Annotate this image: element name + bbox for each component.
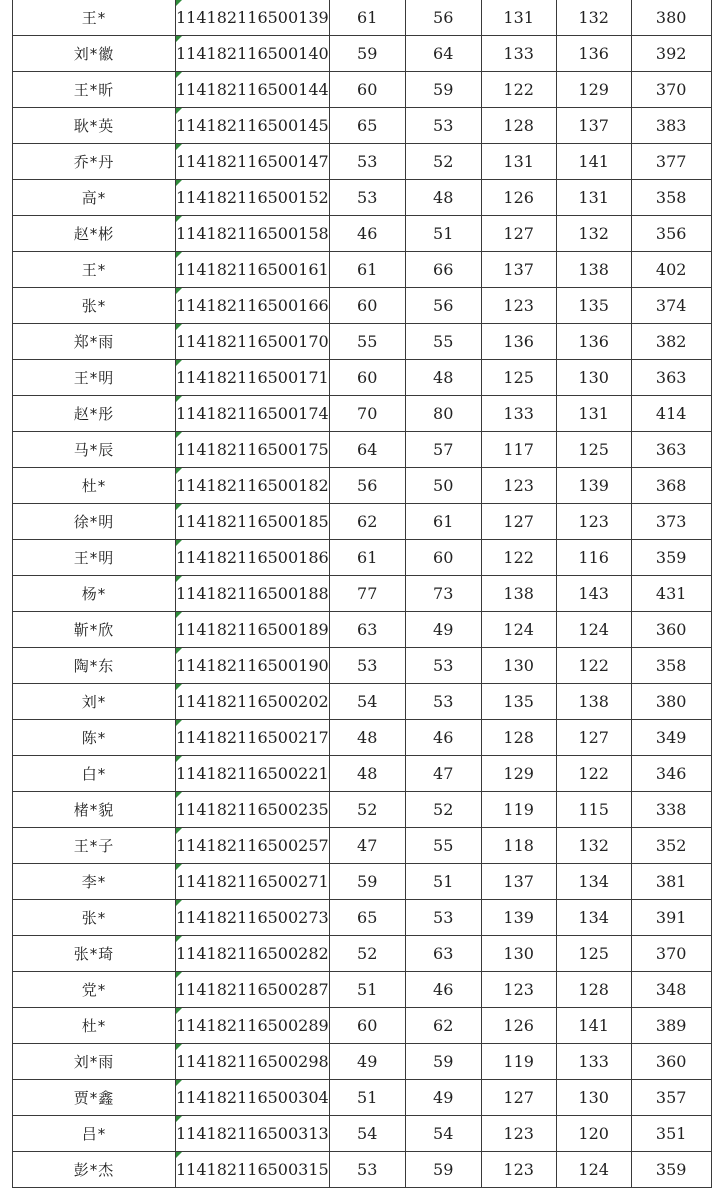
score-subject-2-cell: 141 xyxy=(556,144,631,180)
candidate-name-cell: 白* xyxy=(13,756,176,792)
score-subject-1-cell: 139 xyxy=(481,900,556,936)
score-politics-cell: 60 xyxy=(329,72,405,108)
exam-id-cell: 114182116500175 xyxy=(176,432,330,468)
total-score-cell: 382 xyxy=(631,324,711,360)
table-row xyxy=(13,576,712,612)
total-score-cell: 373 xyxy=(631,504,711,540)
exam-id-cell: 114182116500161 xyxy=(176,252,330,288)
score-foreign-language-cell: 66 xyxy=(405,252,481,288)
candidate-name-cell: 王*子 xyxy=(13,828,176,864)
score-subject-2-cell: 134 xyxy=(556,864,631,900)
score-foreign-language-cell: 53 xyxy=(405,648,481,684)
candidate-name-cell: 楮*貌 xyxy=(13,792,176,828)
score-subject-2-cell: 120 xyxy=(556,1116,631,1152)
table-row xyxy=(13,144,712,180)
score-foreign-language-cell: 51 xyxy=(405,216,481,252)
total-score-cell: 414 xyxy=(631,396,711,432)
candidate-name-cell: 王*明 xyxy=(13,360,176,396)
score-foreign-language-cell: 56 xyxy=(405,288,481,324)
candidate-name-cell: 李* xyxy=(13,864,176,900)
score-politics-cell: 52 xyxy=(329,792,405,828)
table-row xyxy=(13,900,712,936)
score-foreign-language-cell: 63 xyxy=(405,936,481,972)
total-score-cell: 370 xyxy=(631,72,711,108)
total-score-cell: 359 xyxy=(631,540,711,576)
table-row xyxy=(13,396,712,432)
score-subject-1-cell: 123 xyxy=(481,972,556,1008)
exam-id-cell: 114182116500315 xyxy=(176,1152,330,1188)
score-subject-1-cell: 129 xyxy=(481,756,556,792)
score-subject-1-cell: 127 xyxy=(481,1080,556,1116)
score-subject-1-cell: 126 xyxy=(481,1008,556,1044)
score-foreign-language-cell: 56 xyxy=(405,0,481,36)
exam-id-cell: 114182116500188 xyxy=(176,576,330,612)
table-row xyxy=(13,1116,712,1152)
score-subject-1-cell: 131 xyxy=(481,144,556,180)
score-subject-2-cell: 124 xyxy=(556,1152,631,1188)
score-foreign-language-cell: 64 xyxy=(405,36,481,72)
score-politics-cell: 53 xyxy=(329,180,405,216)
score-politics-cell: 52 xyxy=(329,936,405,972)
score-subject-2-cell: 127 xyxy=(556,720,631,756)
total-score-cell: 358 xyxy=(631,648,711,684)
total-score-cell: 391 xyxy=(631,900,711,936)
score-foreign-language-cell: 47 xyxy=(405,756,481,792)
score-foreign-language-cell: 57 xyxy=(405,432,481,468)
score-politics-cell: 60 xyxy=(329,288,405,324)
table-row xyxy=(13,1152,712,1188)
score-subject-1-cell: 133 xyxy=(481,396,556,432)
table-row xyxy=(13,684,712,720)
score-foreign-language-cell: 73 xyxy=(405,576,481,612)
score-foreign-language-cell: 53 xyxy=(405,684,481,720)
table-row xyxy=(13,252,712,288)
score-subject-1-cell: 127 xyxy=(481,504,556,540)
score-foreign-language-cell: 52 xyxy=(405,792,481,828)
score-subject-1-cell: 136 xyxy=(481,324,556,360)
score-subject-1-cell: 127 xyxy=(481,216,556,252)
score-subject-2-cell: 138 xyxy=(556,684,631,720)
candidate-name-cell: 靳*欣 xyxy=(13,612,176,648)
score-politics-cell: 65 xyxy=(329,900,405,936)
score-foreign-language-cell: 51 xyxy=(405,864,481,900)
score-table xyxy=(12,0,712,1188)
exam-id-cell: 114182116500182 xyxy=(176,468,330,504)
total-score-cell: 363 xyxy=(631,432,711,468)
table-row xyxy=(13,0,712,36)
table-row xyxy=(13,756,712,792)
score-subject-1-cell: 137 xyxy=(481,864,556,900)
candidate-name-cell: 刘*雨 xyxy=(13,1044,176,1080)
total-score-cell: 370 xyxy=(631,936,711,972)
score-subject-2-cell: 137 xyxy=(556,108,631,144)
score-foreign-language-cell: 62 xyxy=(405,1008,481,1044)
score-foreign-language-cell: 49 xyxy=(405,1080,481,1116)
candidate-name-cell: 徐*明 xyxy=(13,504,176,540)
table-row xyxy=(13,1008,712,1044)
score-subject-2-cell: 115 xyxy=(556,792,631,828)
table-row xyxy=(13,540,712,576)
total-score-cell: 380 xyxy=(631,0,711,36)
score-subject-1-cell: 123 xyxy=(481,1116,556,1152)
table-row xyxy=(13,864,712,900)
total-score-cell: 381 xyxy=(631,864,711,900)
total-score-cell: 389 xyxy=(631,1008,711,1044)
score-subject-1-cell: 123 xyxy=(481,1152,556,1188)
score-politics-cell: 48 xyxy=(329,720,405,756)
exam-id-cell: 114182116500313 xyxy=(176,1116,330,1152)
score-politics-cell: 53 xyxy=(329,648,405,684)
score-politics-cell: 65 xyxy=(329,108,405,144)
candidate-name-cell: 杨* xyxy=(13,576,176,612)
score-foreign-language-cell: 49 xyxy=(405,612,481,648)
table-row xyxy=(13,432,712,468)
table-row xyxy=(13,936,712,972)
score-subject-2-cell: 131 xyxy=(556,396,631,432)
score-foreign-language-cell: 54 xyxy=(405,1116,481,1152)
exam-id-cell: 114182116500152 xyxy=(176,180,330,216)
score-foreign-language-cell: 46 xyxy=(405,720,481,756)
score-subject-1-cell: 130 xyxy=(481,936,556,972)
total-score-cell: 358 xyxy=(631,180,711,216)
table-row xyxy=(13,1044,712,1080)
exam-id-cell: 114182116500257 xyxy=(176,828,330,864)
score-table-body xyxy=(13,0,712,1188)
score-foreign-language-cell: 60 xyxy=(405,540,481,576)
score-foreign-language-cell: 80 xyxy=(405,396,481,432)
score-subject-2-cell: 123 xyxy=(556,504,631,540)
score-politics-cell: 62 xyxy=(329,504,405,540)
score-subject-2-cell: 128 xyxy=(556,972,631,1008)
total-score-cell: 351 xyxy=(631,1116,711,1152)
score-politics-cell: 47 xyxy=(329,828,405,864)
score-subject-2-cell: 122 xyxy=(556,648,631,684)
score-subject-2-cell: 116 xyxy=(556,540,631,576)
score-foreign-language-cell: 53 xyxy=(405,900,481,936)
score-subject-1-cell: 138 xyxy=(481,576,556,612)
score-subject-1-cell: 131 xyxy=(481,0,556,36)
candidate-name-cell: 党* xyxy=(13,972,176,1008)
exam-id-cell: 114182116500271 xyxy=(176,864,330,900)
exam-id-cell: 114182116500140 xyxy=(176,36,330,72)
score-subject-2-cell: 136 xyxy=(556,36,631,72)
candidate-name-cell: 耿*英 xyxy=(13,108,176,144)
score-politics-cell: 51 xyxy=(329,1080,405,1116)
score-politics-cell: 59 xyxy=(329,864,405,900)
score-subject-2-cell: 130 xyxy=(556,360,631,396)
score-politics-cell: 64 xyxy=(329,432,405,468)
score-subject-1-cell: 122 xyxy=(481,540,556,576)
score-politics-cell: 77 xyxy=(329,576,405,612)
score-subject-2-cell: 132 xyxy=(556,0,631,36)
candidate-name-cell: 张*琦 xyxy=(13,936,176,972)
candidate-name-cell: 马*辰 xyxy=(13,432,176,468)
score-subject-1-cell: 119 xyxy=(481,792,556,828)
score-politics-cell: 59 xyxy=(329,36,405,72)
total-score-cell: 352 xyxy=(631,828,711,864)
total-score-cell: 346 xyxy=(631,756,711,792)
table-row xyxy=(13,180,712,216)
table-row xyxy=(13,72,712,108)
total-score-cell: 374 xyxy=(631,288,711,324)
score-subject-1-cell: 118 xyxy=(481,828,556,864)
exam-id-cell: 114182116500139 xyxy=(176,0,330,36)
table-row xyxy=(13,360,712,396)
candidate-name-cell: 贾*鑫 xyxy=(13,1080,176,1116)
exam-id-cell: 114182116500170 xyxy=(176,324,330,360)
total-score-cell: 338 xyxy=(631,792,711,828)
candidate-name-cell: 吕* xyxy=(13,1116,176,1152)
score-subject-2-cell: 138 xyxy=(556,252,631,288)
score-subject-2-cell: 133 xyxy=(556,1044,631,1080)
score-subject-2-cell: 139 xyxy=(556,468,631,504)
exam-id-cell: 114182116500304 xyxy=(176,1080,330,1116)
exam-id-cell: 114182116500202 xyxy=(176,684,330,720)
score-subject-2-cell: 143 xyxy=(556,576,631,612)
exam-id-cell: 114182116500147 xyxy=(176,144,330,180)
table-row xyxy=(13,108,712,144)
score-subject-1-cell: 137 xyxy=(481,252,556,288)
candidate-name-cell: 郑*雨 xyxy=(13,324,176,360)
score-subject-2-cell: 125 xyxy=(556,432,631,468)
table-row xyxy=(13,216,712,252)
score-politics-cell: 60 xyxy=(329,1008,405,1044)
score-subject-1-cell: 119 xyxy=(481,1044,556,1080)
score-subject-1-cell: 128 xyxy=(481,108,556,144)
score-foreign-language-cell: 59 xyxy=(405,1044,481,1080)
score-subject-1-cell: 123 xyxy=(481,468,556,504)
score-subject-1-cell: 133 xyxy=(481,36,556,72)
score-politics-cell: 49 xyxy=(329,1044,405,1080)
table-row xyxy=(13,1080,712,1116)
total-score-cell: 377 xyxy=(631,144,711,180)
table-row xyxy=(13,828,712,864)
candidate-name-cell: 赵*彤 xyxy=(13,396,176,432)
exam-id-cell: 114182116500189 xyxy=(176,612,330,648)
score-politics-cell: 60 xyxy=(329,360,405,396)
candidate-name-cell: 杜* xyxy=(13,468,176,504)
total-score-cell: 348 xyxy=(631,972,711,1008)
score-subject-2-cell: 129 xyxy=(556,72,631,108)
score-subject-1-cell: 130 xyxy=(481,648,556,684)
score-politics-cell: 61 xyxy=(329,540,405,576)
total-score-cell: 360 xyxy=(631,1044,711,1080)
score-foreign-language-cell: 50 xyxy=(405,468,481,504)
exam-id-cell: 114182116500186 xyxy=(176,540,330,576)
score-politics-cell: 54 xyxy=(329,1116,405,1152)
total-score-cell: 402 xyxy=(631,252,711,288)
table-row xyxy=(13,504,712,540)
table-row xyxy=(13,792,712,828)
score-subject-2-cell: 132 xyxy=(556,216,631,252)
exam-id-cell: 114182116500171 xyxy=(176,360,330,396)
candidate-name-cell: 王*昕 xyxy=(13,72,176,108)
table-row xyxy=(13,972,712,1008)
table-row xyxy=(13,612,712,648)
table-row xyxy=(13,648,712,684)
table-row xyxy=(13,36,712,72)
candidate-name-cell: 张* xyxy=(13,900,176,936)
total-score-cell: 359 xyxy=(631,1152,711,1188)
exam-id-cell: 114182116500185 xyxy=(176,504,330,540)
score-politics-cell: 51 xyxy=(329,972,405,1008)
score-subject-2-cell: 134 xyxy=(556,900,631,936)
score-politics-cell: 56 xyxy=(329,468,405,504)
score-politics-cell: 70 xyxy=(329,396,405,432)
candidate-name-cell: 赵*彬 xyxy=(13,216,176,252)
total-score-cell: 363 xyxy=(631,360,711,396)
score-foreign-language-cell: 48 xyxy=(405,360,481,396)
total-score-cell: 360 xyxy=(631,612,711,648)
score-foreign-language-cell: 59 xyxy=(405,72,481,108)
table-row xyxy=(13,720,712,756)
score-politics-cell: 55 xyxy=(329,324,405,360)
total-score-cell: 380 xyxy=(631,684,711,720)
exam-id-cell: 114182116500144 xyxy=(176,72,330,108)
exam-id-cell: 114182116500287 xyxy=(176,972,330,1008)
candidate-name-cell: 王* xyxy=(13,0,176,36)
exam-id-cell: 114182116500145 xyxy=(176,108,330,144)
total-score-cell: 383 xyxy=(631,108,711,144)
table-row xyxy=(13,324,712,360)
candidate-name-cell: 彭*杰 xyxy=(13,1152,176,1188)
exam-id-cell: 114182116500217 xyxy=(176,720,330,756)
candidate-name-cell: 刘* xyxy=(13,684,176,720)
score-subject-1-cell: 128 xyxy=(481,720,556,756)
exam-id-cell: 114182116500221 xyxy=(176,756,330,792)
total-score-cell: 356 xyxy=(631,216,711,252)
score-subject-2-cell: 124 xyxy=(556,612,631,648)
score-politics-cell: 53 xyxy=(329,144,405,180)
exam-id-cell: 114182116500166 xyxy=(176,288,330,324)
exam-id-cell: 114182116500235 xyxy=(176,792,330,828)
exam-id-cell: 114182116500298 xyxy=(176,1044,330,1080)
score-subject-1-cell: 124 xyxy=(481,612,556,648)
exam-id-cell: 114182116500273 xyxy=(176,900,330,936)
score-subject-1-cell: 117 xyxy=(481,432,556,468)
score-subject-2-cell: 131 xyxy=(556,180,631,216)
score-subject-1-cell: 122 xyxy=(481,72,556,108)
exam-id-cell: 114182116500158 xyxy=(176,216,330,252)
total-score-cell: 357 xyxy=(631,1080,711,1116)
score-foreign-language-cell: 52 xyxy=(405,144,481,180)
score-foreign-language-cell: 53 xyxy=(405,108,481,144)
exam-id-cell: 114182116500282 xyxy=(176,936,330,972)
score-politics-cell: 61 xyxy=(329,252,405,288)
score-subject-2-cell: 141 xyxy=(556,1008,631,1044)
candidate-name-cell: 高* xyxy=(13,180,176,216)
score-subject-2-cell: 135 xyxy=(556,288,631,324)
exam-id-cell: 114182116500190 xyxy=(176,648,330,684)
candidate-name-cell: 王* xyxy=(13,252,176,288)
candidate-name-cell: 王*明 xyxy=(13,540,176,576)
score-politics-cell: 54 xyxy=(329,684,405,720)
score-politics-cell: 61 xyxy=(329,0,405,36)
score-subject-2-cell: 125 xyxy=(556,936,631,972)
score-subject-2-cell: 132 xyxy=(556,828,631,864)
score-subject-2-cell: 122 xyxy=(556,756,631,792)
score-foreign-language-cell: 48 xyxy=(405,180,481,216)
total-score-cell: 368 xyxy=(631,468,711,504)
table-row xyxy=(13,468,712,504)
exam-id-cell: 114182116500174 xyxy=(176,396,330,432)
score-politics-cell: 48 xyxy=(329,756,405,792)
score-foreign-language-cell: 61 xyxy=(405,504,481,540)
table-row xyxy=(13,288,712,324)
exam-id-cell: 114182116500289 xyxy=(176,1008,330,1044)
total-score-cell: 431 xyxy=(631,576,711,612)
score-subject-1-cell: 125 xyxy=(481,360,556,396)
candidate-name-cell: 杜* xyxy=(13,1008,176,1044)
candidate-name-cell: 陶*东 xyxy=(13,648,176,684)
score-foreign-language-cell: 55 xyxy=(405,828,481,864)
total-score-cell: 392 xyxy=(631,36,711,72)
total-score-cell: 349 xyxy=(631,720,711,756)
score-subject-2-cell: 136 xyxy=(556,324,631,360)
score-foreign-language-cell: 55 xyxy=(405,324,481,360)
score-politics-cell: 53 xyxy=(329,1152,405,1188)
score-politics-cell: 46 xyxy=(329,216,405,252)
score-subject-1-cell: 123 xyxy=(481,288,556,324)
score-foreign-language-cell: 59 xyxy=(405,1152,481,1188)
candidate-name-cell: 陈* xyxy=(13,720,176,756)
score-foreign-language-cell: 46 xyxy=(405,972,481,1008)
score-subject-1-cell: 126 xyxy=(481,180,556,216)
score-subject-1-cell: 135 xyxy=(481,684,556,720)
candidate-name-cell: 张* xyxy=(13,288,176,324)
candidate-name-cell: 乔*丹 xyxy=(13,144,176,180)
candidate-name-cell: 刘*徽 xyxy=(13,36,176,72)
score-politics-cell: 63 xyxy=(329,612,405,648)
score-subject-2-cell: 130 xyxy=(556,1080,631,1116)
